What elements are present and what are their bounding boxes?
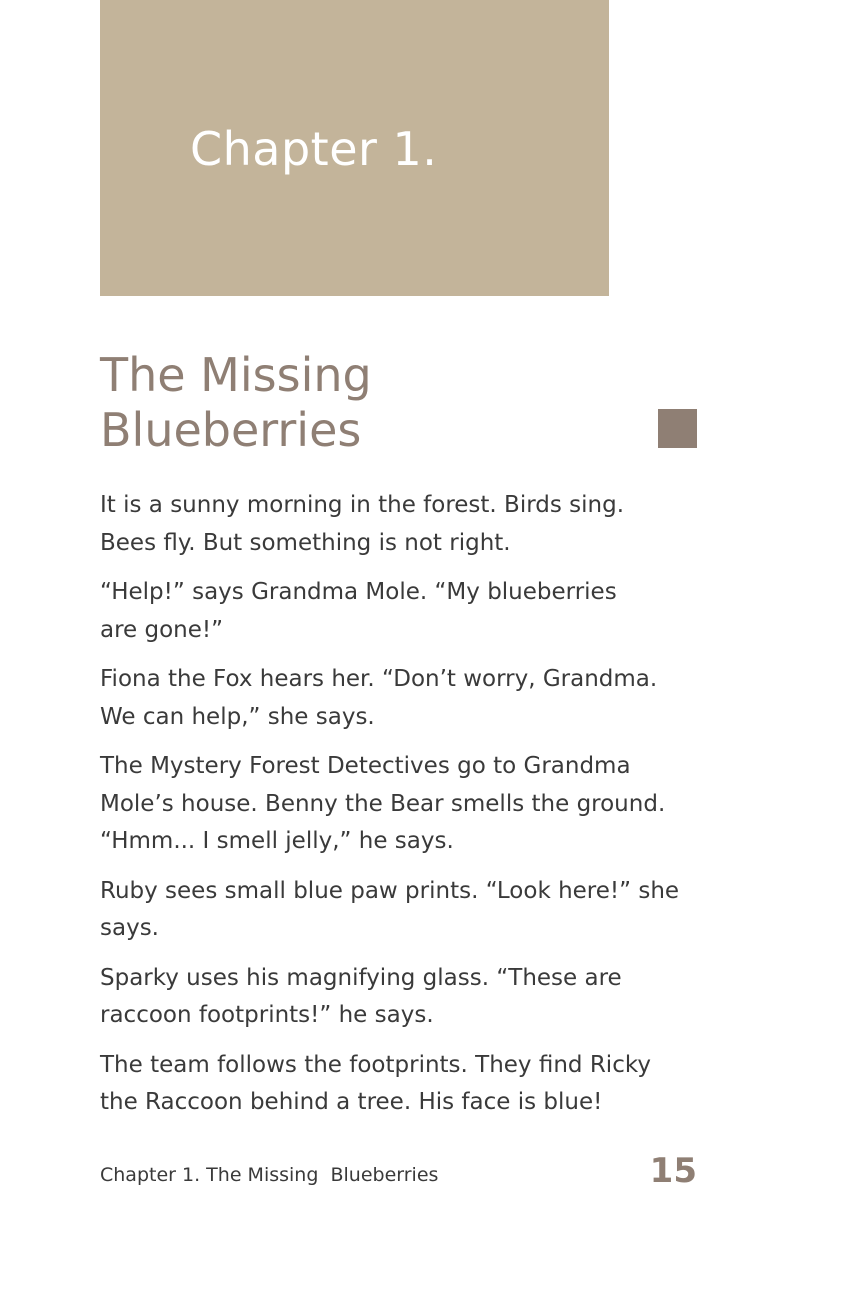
story-paragraph [100,873,700,948]
chapter-header-box [100,0,609,296]
paragraph-line: The team follows the footprints. They find Ricky [100,1051,651,1078]
story-paragraph [100,960,700,1035]
paragraph-line: Mole’s house. Benny the Bear smells the ground. [100,790,666,817]
chapter-title-line: Blueberries [100,403,362,457]
paragraph-line: are gone!” [100,616,224,643]
story-paragraph [100,574,700,649]
story-paragraph [100,1047,700,1122]
paragraph-line: “Help!” says Grandma Mole. “My blueberries [100,579,617,605]
paragraph-line: says. [100,915,159,941]
paragraph-line: The Mystery Forest Detectives go to Grandma [100,753,631,779]
paragraph-line: the Raccoon behind a tree. His face is blue! [100,1089,603,1115]
paragraph-line: Bees fly. But something is not right. [100,529,511,556]
story-paragraph [100,661,700,736]
paragraph-line: “Hmm... I smell jelly,” he says. [100,828,454,854]
chapter-title [100,348,620,458]
story-paragraph [100,748,700,861]
paragraph-line: Fiona the Fox hears her. “Don’t worry, Grandma. [100,666,658,692]
paragraph-line: Sparky uses his magnifying glass. “These are [100,964,622,991]
running-footer: Chapter 1. The Missing Blueberries [100,1164,439,1186]
paragraph-line: We can help,” she says. [100,703,375,730]
chapter-label: Chapter 1. [190,122,438,176]
page-number: 15 [649,1151,697,1191]
chapter-title-line: The Missing [100,348,372,402]
paragraph-line: Ruby sees small blue paw prints. “Look here!” she [100,877,680,904]
story-body [100,487,700,1134]
decorative-square [658,409,697,448]
paragraph-line: It is a sunny morning in the forest. Birds sing. [100,492,625,518]
story-paragraph [100,487,700,562]
paragraph-line: raccoon footprints!” he says. [100,1002,434,1028]
